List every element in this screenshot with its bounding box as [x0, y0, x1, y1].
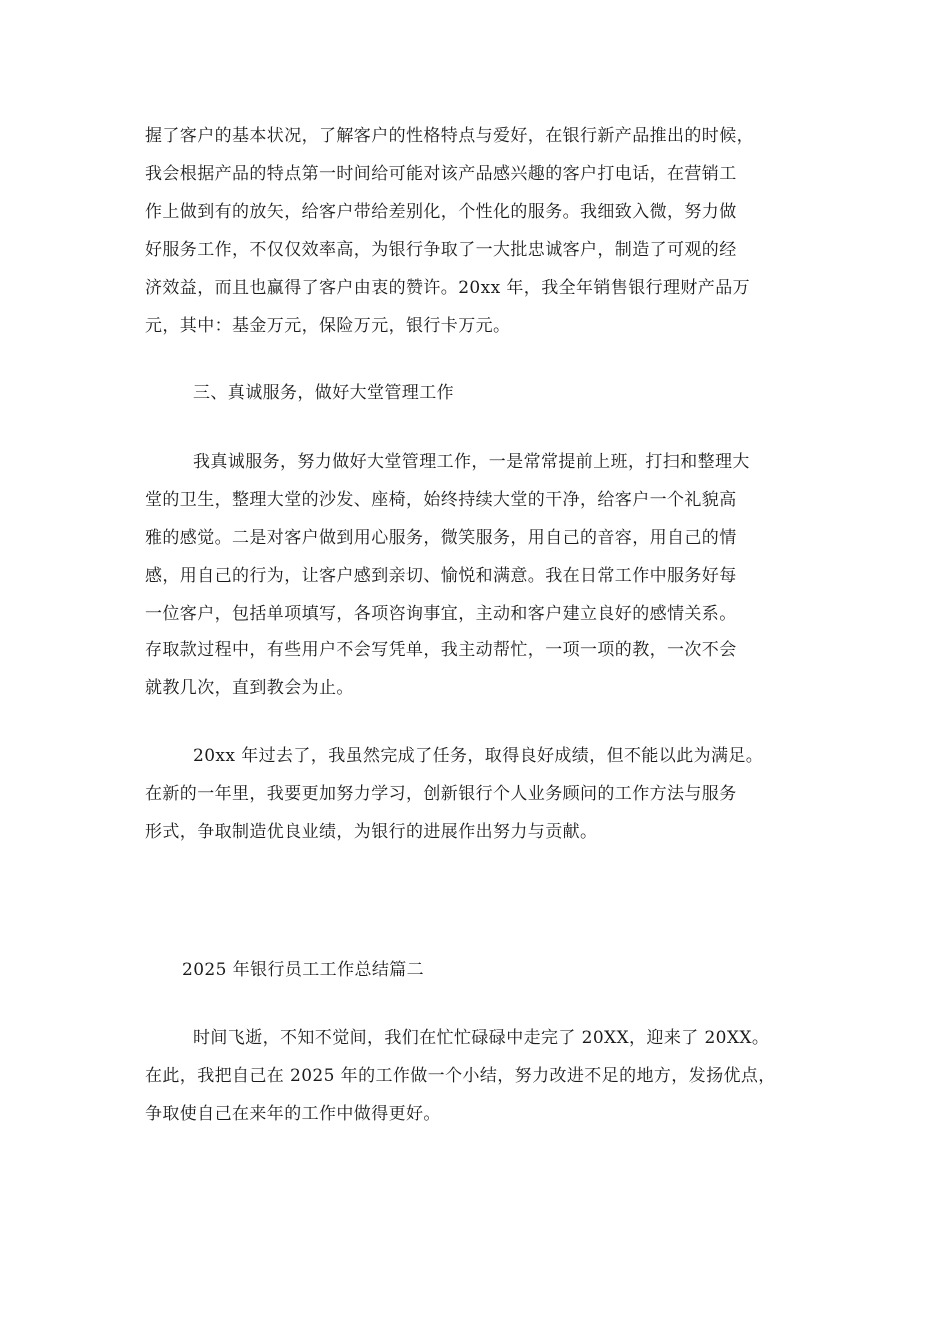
paragraph-line: 济效益，而且也赢得了客户由衷的赞许。20xx 年，我全年销售银行理财产品万 [145, 278, 751, 298]
paragraph-line: 在此，我把自己在 2025 年的工作做一个小结，努力改进不足的地方，发扬优点， [145, 1066, 776, 1086]
paragraph-line: 20xx 年过去了，我虽然完成了任务，取得良好成绩，但不能以此为满足。 [193, 746, 764, 766]
paragraph-line: 感，用自己的行为，让客户感到亲切、愉悦和满意。我在日常工作中服务好每 [145, 566, 737, 586]
paragraph-line: 我会根据产品的特点第一时间给可能对该产品感兴趣的客户打电话，在营销工 [145, 164, 737, 184]
paragraph-line: 作上做到有的放矢，给客户带给差别化，个性化的服务。我细致入微，努力做 [145, 202, 737, 222]
paragraph-line: 好服务工作，不仅仅效率高，为银行争取了一大批忠诚客户，制造了可观的经 [145, 240, 737, 260]
paragraph-line: 就教几次，直到教会为止。 [145, 678, 354, 698]
paragraph-line: 握了客户的基本状况，了解客户的性格特点与爱好，在银行新产品推出的时候， [145, 126, 754, 146]
paragraph-line: 元，其中：基金万元，保险万元，银行卡万元。 [145, 316, 511, 336]
paragraph-line: 堂的卫生，整理大堂的沙发、座椅，始终持续大堂的干净，给客户一个礼貌高 [145, 490, 737, 510]
paragraph-line: 在新的一年里，我要更加努力学习，创新银行个人业务顾问的工作方法与服务 [145, 784, 737, 804]
paragraph-line: 我真诚服务，努力做好大堂管理工作，一是常常提前上班，打扫和整理大 [193, 452, 750, 472]
section-heading: 三、真诚服务，做好大堂管理工作 [193, 383, 454, 403]
paragraph-line: 雅的感觉。二是对客户做到用心服务，微笑服务，用自己的音容，用自己的情 [145, 528, 737, 548]
paragraph-line: 时间飞逝，不知不觉间，我们在忙忙碌碌中走完了 20XX，迎来了 20XX。 [193, 1028, 770, 1048]
paragraph-line: 形式，争取制造优良业绩，为银行的进展作出努力与贡献。 [145, 822, 598, 842]
paragraph-line: 存取款过程中，有些用户不会写凭单，我主动帮忙，一项一项的教，一次不会 [145, 640, 737, 660]
article-title: 2025 年银行员工工作总结篇二 [182, 960, 425, 980]
paragraph-line: 一位客户，包括单项填写，各项咨询事宜，主动和客户建立良好的感情关系。 [145, 604, 737, 624]
paragraph-line: 争取使自己在来年的工作中做得更好。 [145, 1104, 441, 1124]
